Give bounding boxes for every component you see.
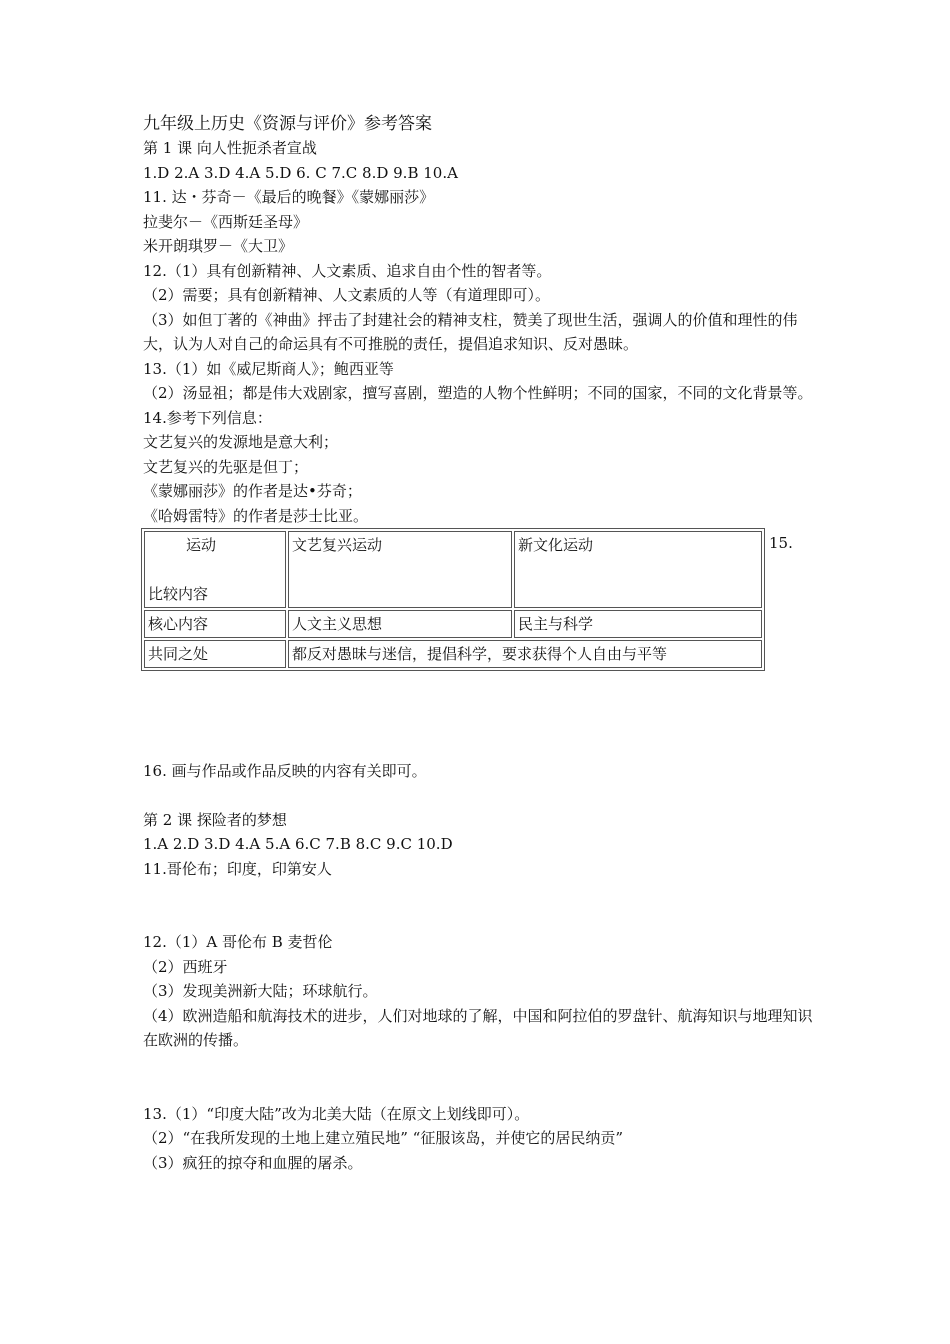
lesson1-q14-line: 《蒙娜丽莎》的作者是达•芬奇； bbox=[143, 482, 362, 500]
lesson1-q12-line: 12.（1）具有创新精神、人文素质、追求自由个性的智者等。 bbox=[143, 261, 552, 280]
lesson2-q12-line: （4）欧洲造船和航海技术的进步，人们对地球的了解，中国和阿拉伯的罗盘针、航海知识与地理知识在欧洲的传播。 bbox=[143, 1006, 813, 1049]
lesson1-q13-line: （2）汤显祖；都是伟大戏剧家，擅写喜剧，塑造的人物个性鲜明；不同的国家，不同的文化背景等。 bbox=[143, 384, 813, 402]
q15-label: 15. bbox=[769, 534, 793, 552]
lesson1-q14-line: 14.参考下列信息： bbox=[143, 408, 272, 427]
lesson2-q13-line: （2）“在我所发现的土地上建立殖民地” “征服该岛，并使它的居民纳贡” bbox=[143, 1129, 623, 1147]
table-header-movement: 运动 bbox=[186, 536, 217, 554]
table-cell: 共同之处 bbox=[144, 640, 286, 668]
lesson2-q13-line: （3）疯狂的掠夺和血腥的屠杀。 bbox=[143, 1153, 363, 1172]
table-cell: 民主与科学 bbox=[514, 610, 762, 638]
table-header-diagonal bbox=[144, 531, 286, 608]
lesson1-heading: 第 1 课 向人性扼杀者宣战 bbox=[143, 139, 317, 157]
table-cell: 核心内容 bbox=[144, 610, 286, 638]
table-header-compare: 比较内容 bbox=[148, 585, 209, 603]
lesson1-q13-line: 13.（1）如《威尼斯商人》；鲍西亚等 bbox=[143, 359, 394, 378]
document-title: 九年级上历史《资源与评价》参考答案 bbox=[143, 114, 432, 134]
table-row bbox=[144, 610, 762, 638]
lesson2-heading: 第 2 课 探险者的梦想 bbox=[143, 810, 287, 829]
lesson1-q11-line: 米开朗琪罗－《大卫》 bbox=[143, 237, 294, 255]
lesson2-q12-line: （3）发现美洲新大陆；环球航行。 bbox=[143, 982, 378, 1000]
lesson1-mc-answers: 1.D 2.A 3.D 4.A 5.D 6. C 7.C 8.D 9.B 10.A bbox=[143, 163, 458, 182]
lesson1-q14-line: 文艺复兴的先驱是但丁； bbox=[143, 457, 309, 476]
table-cell: 都反对愚昧与迷信，提倡科学，要求获得个人自由与平等 bbox=[288, 640, 762, 668]
table-cell: 人文主义思想 bbox=[288, 610, 512, 638]
comparison-table-wrapper bbox=[143, 528, 823, 671]
lesson1-q12-line: （2）需要；具有创新精神、人文素质的人等（有道理即可）。 bbox=[143, 286, 551, 304]
lesson2-q12-line: （2）西班牙 bbox=[143, 957, 228, 976]
lesson2-q11: 11.哥伦布；印度，印第安人 bbox=[143, 859, 332, 878]
lesson2-q13-line: 13.（1）“印度大陆”改为北美大陆（在原文上划线即可）。 bbox=[143, 1104, 530, 1123]
table-row bbox=[144, 531, 762, 608]
lesson1-q11-line: 11. 达・芬奇－《最后的晚餐》《蒙娜丽莎》 bbox=[143, 188, 435, 206]
table-col-new-culture: 新文化运动 bbox=[514, 531, 762, 608]
lesson2-q12-line: 12.（1）A 哥伦布 B 麦哲伦 bbox=[143, 933, 333, 951]
lesson1-q12-line: （3）如但丁著的《神曲》抨击了封建社会的精神支柱，赞美了现世生活，强调人的价值和理性的伟大，认为人对自己的命运具有不可推脱的责任，提倡追求知识、反对愚昧。 bbox=[143, 310, 798, 353]
document-page bbox=[143, 112, 823, 1175]
lesson1-q11-line: 拉斐尔－《西斯廷圣母》 bbox=[143, 212, 309, 231]
table-row bbox=[144, 640, 762, 668]
lesson1-q16: 16. 画与作品或作品反映的内容有关即可。 bbox=[143, 762, 427, 780]
comparison-table bbox=[141, 528, 765, 671]
table-col-renaissance: 文艺复兴运动 bbox=[288, 531, 512, 608]
lesson1-q14-line: 文艺复兴的发源地是意大利； bbox=[143, 433, 339, 451]
lesson1-q14-line: 《哈姆雷特》的作者是莎士比亚。 bbox=[143, 506, 369, 525]
lesson2-mc-answers: 1.A 2.D 3.D 4.A 5.A 6.C 7.B 8.C 9.C 10.D bbox=[143, 835, 453, 853]
